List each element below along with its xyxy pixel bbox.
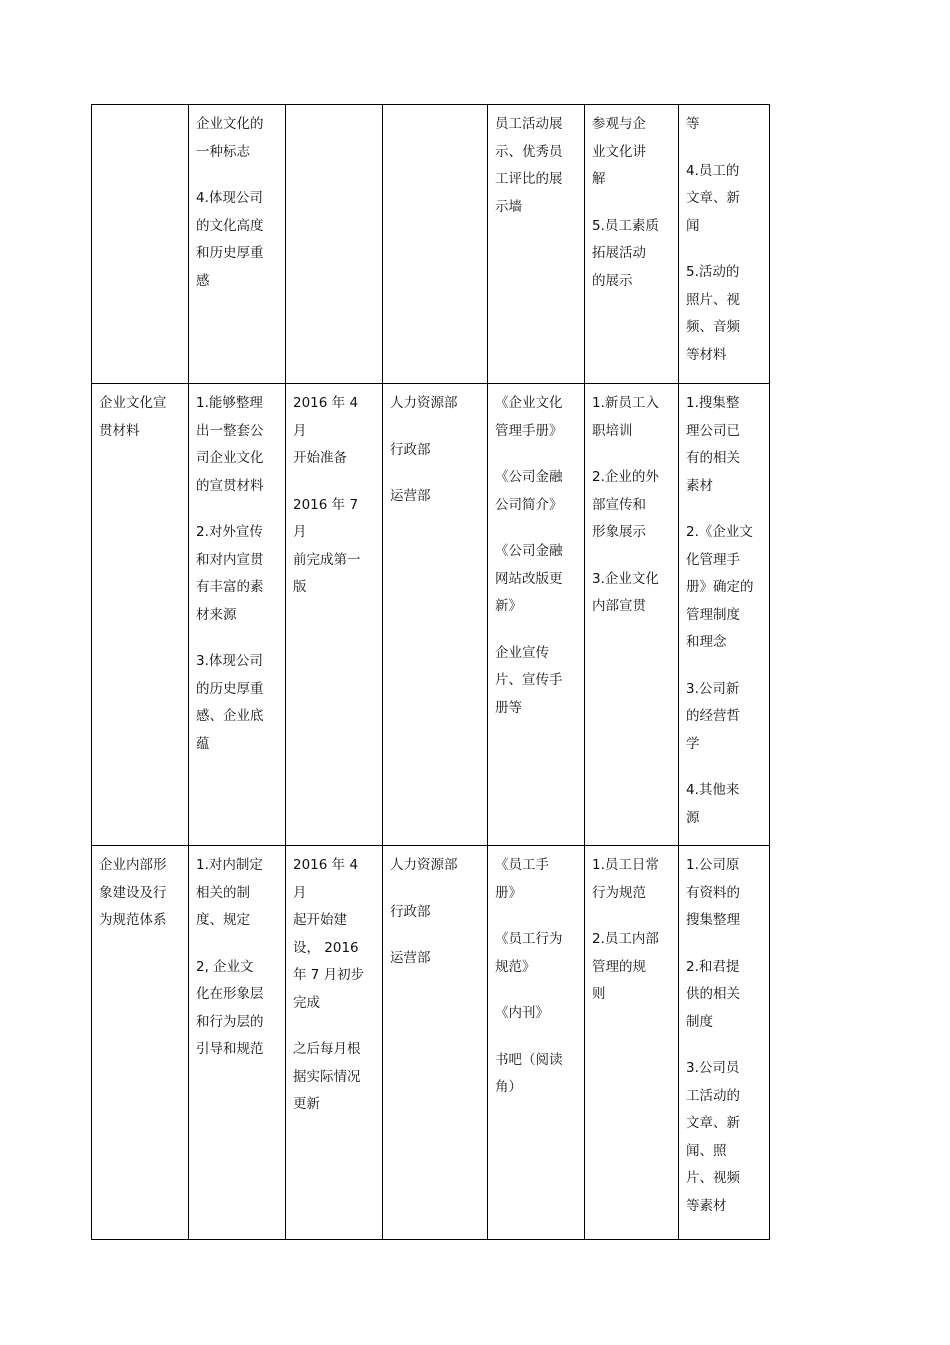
cell-paragraph: 2016 年 7 月 前完成第一 版 <box>293 496 361 595</box>
cell-paragraph: 4.员工的 文章、新 闻 <box>686 162 740 234</box>
cell-paragraph: 运营部 <box>390 488 431 504</box>
cell-paragraph: 人力资源部 <box>390 857 458 873</box>
cell-paragraph: 2016 年 4 月 开始准备 <box>293 395 359 466</box>
cell-paragraph: 《公司金融 公司简介》 <box>495 469 563 513</box>
cell-paragraph: 1.公司原 有资料的 搜集整理 <box>686 857 740 928</box>
cell-paragraph: 2.《企业文 化管理手 册》确定的 管理制度 和理念 <box>686 524 754 650</box>
cell-paragraph: 参观与企 业文化讲 解 <box>592 116 646 187</box>
table-cell <box>189 846 286 1240</box>
cell-paragraph: 1.新员工入 职培训 <box>592 395 659 439</box>
cell-paragraph: 5.员工素质 拓展活动 的展示 <box>592 217 659 289</box>
table-row <box>92 846 770 1240</box>
cell-paragraph: 2.企业的外 部宣传和 形象展示 <box>592 469 659 540</box>
cell-paragraph: 1.员工日常 行为规范 <box>592 857 659 901</box>
table-cell <box>92 384 189 846</box>
cell-paragraph: 1.对内制定 相关的制 度、规定 <box>196 857 263 928</box>
cell-paragraph: 《公司金融 网站改版更 新》 <box>495 543 563 614</box>
cell-paragraph: 《企业文化 管理手册》 <box>495 395 563 439</box>
table-cell <box>679 105 770 384</box>
table-cell <box>585 384 679 846</box>
cell-paragraph: 企业文化的 一种标志 <box>196 116 264 160</box>
cell-paragraph: 3.体现公司 的历史厚重 感、企业底 蕴 <box>196 653 264 752</box>
table-cell <box>189 384 286 846</box>
table-cell <box>488 846 585 1240</box>
cell-paragraph: 等 <box>686 116 700 132</box>
cell-paragraph: 书吧（阅读 角） <box>495 1051 563 1095</box>
table-cell <box>488 384 585 846</box>
table-body <box>92 105 770 1240</box>
table-cell <box>383 846 488 1240</box>
cell-paragraph: 《员工行为 规范》 <box>495 931 563 975</box>
cell-paragraph: 《员工手 册》 <box>495 857 549 901</box>
cell-paragraph: 5.活动的 照片、视 频、音频 等材料 <box>686 264 740 363</box>
cell-paragraph: 行政部 <box>390 903 431 920</box>
cell-paragraph: 3.公司新 的经营哲 学 <box>686 680 740 752</box>
cell-paragraph: 企业宣传 片、宣传手 册等 <box>495 644 563 716</box>
table-row <box>92 105 770 384</box>
table-cell <box>189 105 286 384</box>
cell-paragraph: 1.能够整理 出一整套公 司企业文化 的宣贯材料 <box>196 395 264 494</box>
table-cell <box>679 846 770 1240</box>
cell-paragraph: 人力资源部 <box>390 395 458 411</box>
cell-paragraph: 2.员工内部 管理的规 则 <box>592 931 659 1002</box>
cell-paragraph: 之后每月根 据实际情况 更新 <box>293 1041 361 1112</box>
cell-paragraph: 1.搜集整 理公司已 有的相关 素材 <box>686 395 740 494</box>
table-cell <box>92 105 189 384</box>
table-cell <box>92 846 189 1240</box>
cell-paragraph: 2.对外宣传 和对内宣贯 有丰富的素 材来源 <box>196 524 264 623</box>
table-cell <box>679 384 770 846</box>
content-table <box>91 104 770 1240</box>
table-row <box>92 384 770 846</box>
table-cell <box>286 105 383 384</box>
table-cell <box>383 105 488 384</box>
cell-paragraph: 2016 年 4 月 起开始建 设， 2016 年 7 月初步 完成 <box>293 857 365 1011</box>
cell-paragraph: 2, 企业文 化在形象层 和行为层的 引导和规范 <box>196 958 264 1057</box>
cell-paragraph: 运营部 <box>390 950 431 966</box>
table-cell <box>488 105 585 384</box>
cell-paragraph: 2.和君提 供的相关 制度 <box>686 958 740 1030</box>
cell-paragraph: 4.其他来 源 <box>686 782 740 826</box>
cell-paragraph: 行政部 <box>390 441 431 458</box>
cell-paragraph: 3.公司员 工活动的 文章、新 闻、照 片、视频 等素材 <box>686 1060 740 1214</box>
table-cell <box>286 846 383 1240</box>
cell-paragraph: 4.体现公司 的文化高度 和历史厚重 感 <box>196 190 264 289</box>
table-cell <box>585 105 679 384</box>
cell-paragraph: 企业内部形 象建设及行 为规范体系 <box>99 857 167 928</box>
cell-paragraph: 《内刊》 <box>495 1005 549 1021</box>
table-cell <box>585 846 679 1240</box>
cell-paragraph: 企业文化宣 贯材料 <box>99 395 167 439</box>
table-cell <box>383 384 488 846</box>
table-cell <box>286 384 383 846</box>
cell-paragraph: 员工活动展 示、优秀员 工评比的展 示墙 <box>495 116 563 215</box>
cell-paragraph: 3.企业文化 内部宣贯 <box>592 570 659 614</box>
